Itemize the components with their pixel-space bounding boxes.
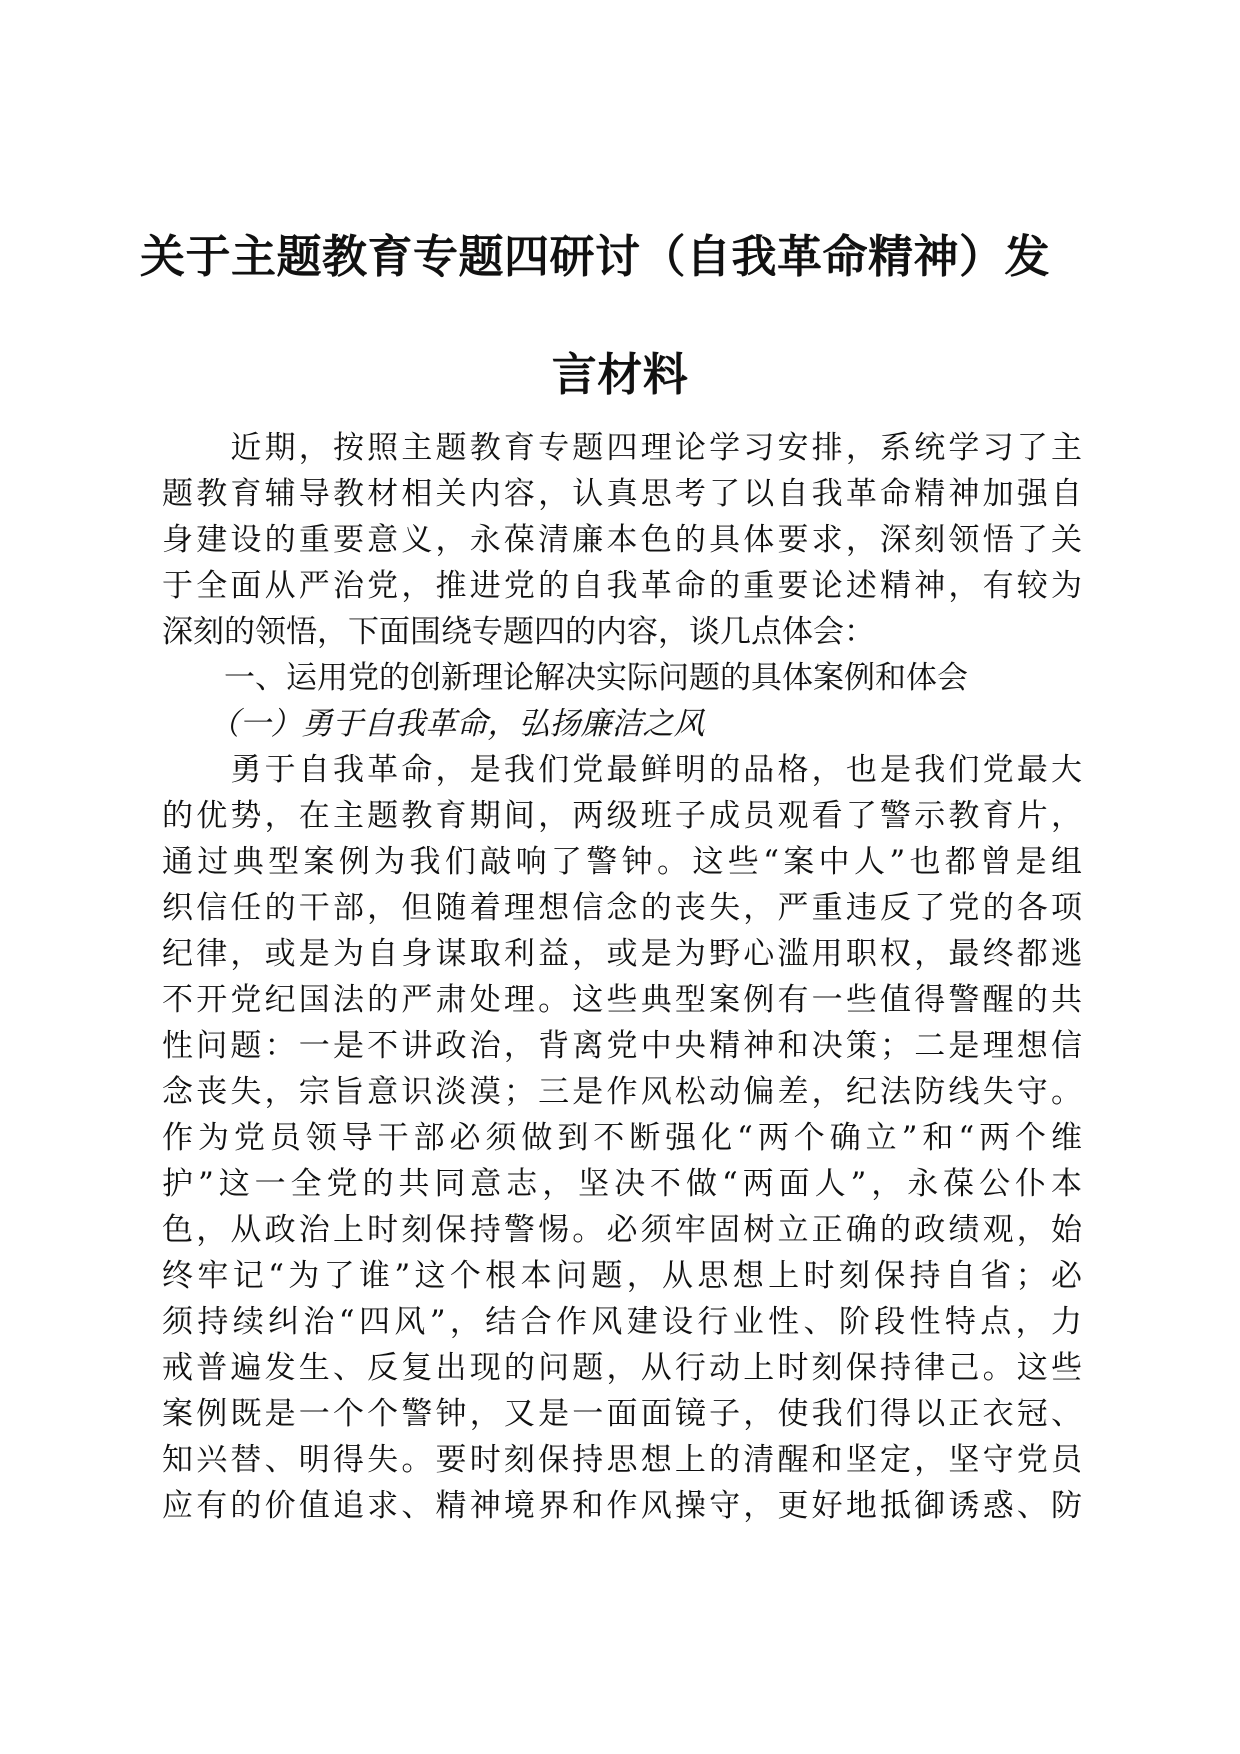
paragraph-line: 勇于自我革命，是我们党最鲜明的品格，也是我们党最大 (162, 752, 1082, 788)
paragraph-line: 于全面从严治党，推进党的自我革命的重要论述精神，有较为 (162, 568, 1082, 604)
paragraph-line: 通过典型案例为我们敲响了警钟。这些“案中人”也都曾是组 (162, 844, 1082, 880)
paragraph-line: 近期，按照主题教育专题四理论学习安排，系统学习了主 (162, 430, 1082, 466)
paragraph-line: 念丧失，宗旨意识淡漠；三是作风松动偏差，纪法防线失守。 (162, 1074, 1082, 1110)
paragraph-line: 身建设的重要意义，永葆清廉本色的具体要求，深刻领悟了关 (162, 522, 1082, 558)
paragraph-line: 色，从政治上时刻保持警惕。必须牢固树立正确的政绩观，始 (162, 1212, 1082, 1248)
paragraph-line: 织信任的干部，但随着理想信念的丧失，严重违反了党的各项 (162, 890, 1082, 926)
section-heading: 一、运用党的创新理论解决实际问题的具体案例和体会 (162, 660, 968, 696)
paragraph-line: 应有的价值追求、精神境界和作风操守，更好地抵御诱惑、防 (162, 1488, 1082, 1524)
paragraph-line: 护”这一全党的共同意志，坚决不做“两面人”，永葆公仆本 (162, 1166, 1082, 1202)
paragraph-line: 性问题：一是不讲政治，背离党中央精神和决策；二是理想信 (162, 1028, 1082, 1064)
paragraph-line: 题教育辅导教材相关内容，认真思考了以自我革命精神加强自 (162, 476, 1082, 512)
paragraph-line: 案例既是一个个警钟，又是一面面镜子，使我们得以正衣冠、 (162, 1396, 1082, 1432)
paragraph-line: 作为党员领导干部必须做到不断强化“两个确立”和“两个维 (162, 1120, 1082, 1156)
document-title-line-2: 言材料 (551, 348, 689, 401)
paragraph-line: 戒普遍发生、反复出现的问题，从行动上时刻保持律己。这些 (162, 1350, 1082, 1386)
paragraph-line: 深刻的领悟，下面围绕专题四的内容，谈几点体会： (162, 614, 875, 650)
paragraph-line: 的优势，在主题教育期间，两级班子成员观看了警示教育片， (162, 798, 1082, 834)
subsection-heading: （一）勇于自我革命，弘扬廉洁之风 (162, 706, 705, 742)
paragraph-line: 终牢记“为了谁”这个根本问题，从思想上时刻保持自省；必 (162, 1258, 1082, 1294)
paragraph-line: 知兴替、明得失。要时刻保持思想上的清醒和坚定，坚守党员 (162, 1442, 1082, 1478)
paragraph-line: 不开党纪国法的严肃处理。这些典型案例有一些值得警醒的共 (162, 982, 1082, 1018)
document-title-line-1: 关于主题教育专题四研讨（自我革命精神）发 (140, 230, 1051, 283)
paragraph-line: 须持续纠治“四风”，结合作风建设行业性、阶段性特点，力 (162, 1304, 1082, 1340)
paragraph-line: 纪律，或是为自身谋取利益，或是为野心滥用职权，最终都逃 (162, 936, 1082, 972)
